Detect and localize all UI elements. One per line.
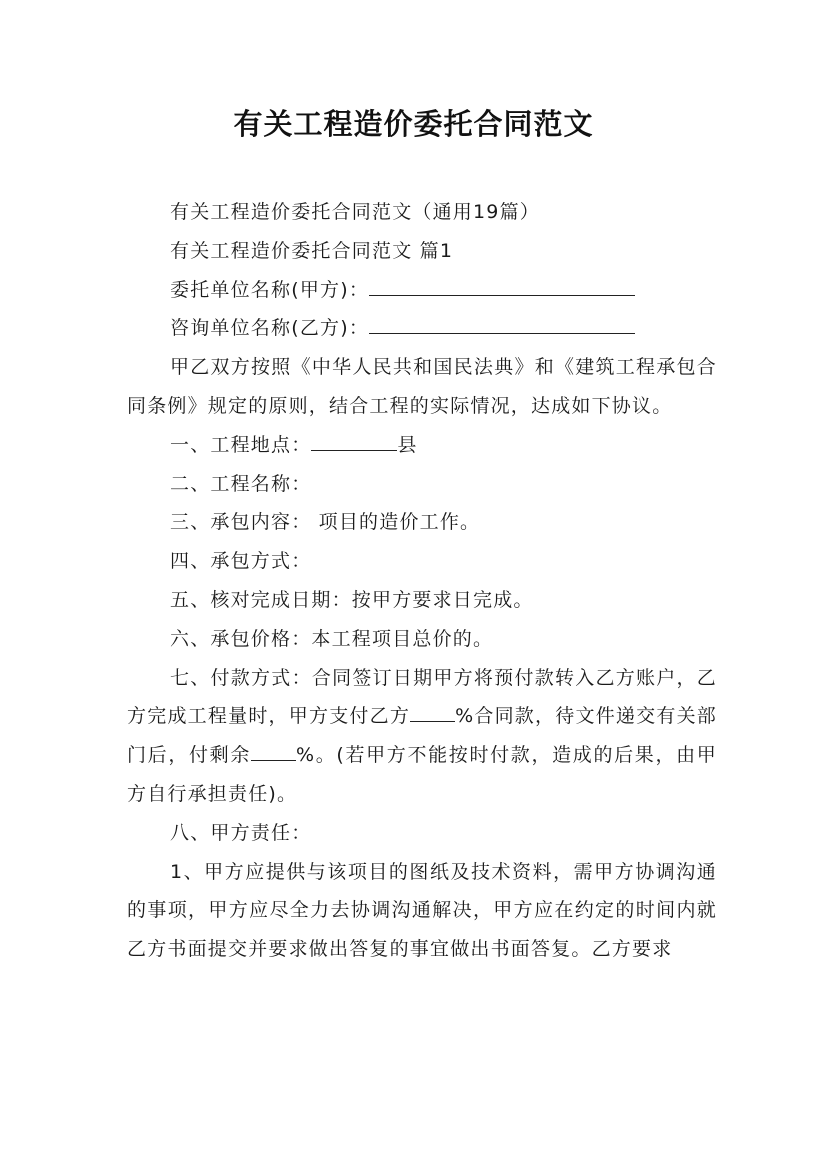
- item-7-part1: 七、付款方式：合同签订日期甲方将预付款转入乙方账户，乙方完成工程量时，甲方支付乙方: [127, 666, 717, 728]
- item-7-part2: %合同款，待文件递交有关部门后，付剩余: [127, 705, 717, 767]
- item-1-suffix: 县: [397, 433, 418, 456]
- item-3: 三、承包内容： 项目的造价工作。: [170, 511, 481, 534]
- party-b-line: [127, 309, 717, 348]
- party-a-label: 委托单位名称(甲方)：: [170, 278, 370, 301]
- document-body: [127, 193, 717, 969]
- party-b-blank: [369, 316, 635, 334]
- payment-percent-blank-1: [410, 704, 455, 722]
- item-7-part3: %。(若甲方不能按时付款，造成的后果，由甲方自行承担责任)。: [127, 744, 717, 805]
- county-blank: [311, 433, 397, 451]
- party-a-line: [127, 271, 717, 310]
- subtitle: 有关工程造价委托合同范文（通用19篇）: [170, 201, 540, 223]
- item-5: 五、核对完成日期：按甲方要求日完成。: [170, 588, 534, 611]
- item-1-prefix: 一、工程地点：: [170, 433, 312, 456]
- item-6: 六、承包价格：本工程项目总价的。: [170, 627, 494, 650]
- document-title: 有关工程造价委托合同范文: [233, 107, 594, 141]
- party-b-label: 咨询单位名称(乙方)：: [170, 317, 370, 340]
- party-a-blank: [369, 278, 635, 296]
- payment-percent-blank-2: [251, 743, 296, 761]
- item-1: [127, 426, 717, 465]
- item-2: 二、工程名称：: [170, 472, 312, 495]
- item-8: 八、甲方责任：: [170, 821, 312, 844]
- item-4: 四、承包方式：: [170, 550, 312, 573]
- section-heading: 有关工程造价委托合同范文 篇1: [170, 239, 454, 262]
- clause-8-1: 1、甲方应提供与该项目的图纸及技术资料，需甲方协调沟通的事项，甲方应尽全力去协调沟通解决，甲方应在约定的时间内就乙方书面提交并要求做出答复的事宜做出书面答复。乙方要求: [127, 860, 717, 961]
- item-7: [127, 659, 717, 814]
- intro-paragraph: 甲乙双方按照《中华人民共和国民法典》和《建筑工程承包合同条例》规定的原则，结合工程的实际情况，达成如下协议。: [127, 356, 717, 417]
